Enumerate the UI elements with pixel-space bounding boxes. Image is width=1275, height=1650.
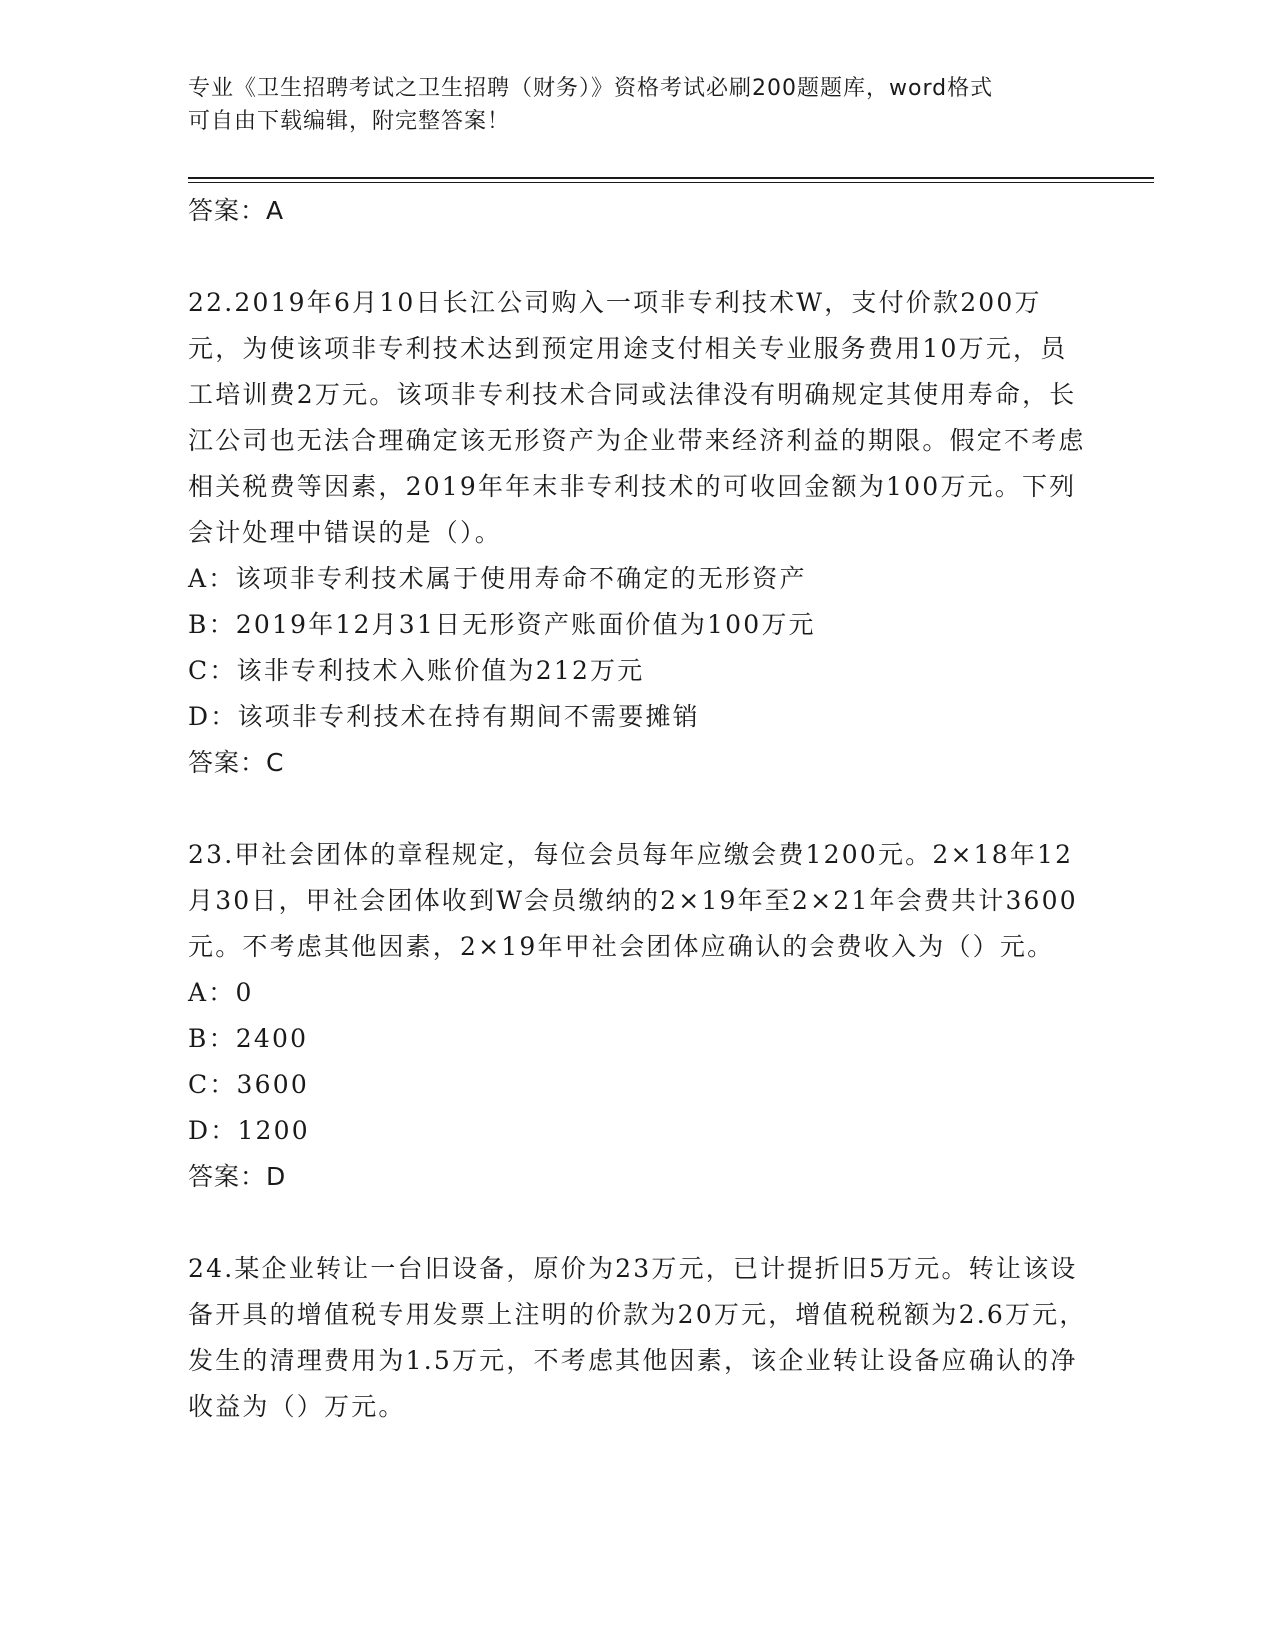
header-rule-thin [188,182,1154,183]
page-header [188,72,1088,138]
option-d: D：该项非专利技术在持有期间不需要摊销 [188,702,700,731]
spacer [188,234,1088,280]
spacer [188,786,1088,832]
answer-line: 答案：C [188,748,285,777]
question-22 [188,280,1088,786]
option-a: A：该项非专利技术属于使用寿命不确定的无形资产 [188,564,807,593]
spacer [188,1200,1088,1246]
header-rule-thick [188,177,1154,179]
header-line-2: 可自由下载编辑，附完整答案！ [188,109,511,134]
option-d: D：1200 [188,1116,310,1145]
option-c: C：该非专利技术入账价值为212万元 [188,656,645,685]
question-stem: 24.某企业转让一台旧设备，原价为23万元，已计提折旧5万元。转让该设备开具的增值税专用发票上注明的价款为20万元，增值税税额为2.6万元，发生的清理费用为1.5万元，不考虑其他因素，该企业转让设备应确认的净收益为（）万元。 [188,1254,1087,1421]
answer-line: 答案：A [188,196,285,225]
question-24 [188,1246,1088,1430]
option-b: B：2019年12月31日无形资产账面价值为100万元 [188,610,816,639]
option-c: C：3600 [188,1070,309,1099]
answer-line: 答案：D [188,1162,287,1191]
question-stem: 23.甲社会团体的章程规定，每位会员每年应缴会费1200元。2×18年12月30日，甲社会团体收到W会员缴纳的2×19年至2×21年会费共计3600元。不考虑其他因素，2×19年甲社会团体应确认的会费收入为（）元。 [188,840,1078,961]
question-23 [188,832,1088,1200]
question-stem: 22.2019年6月10日长江公司购入一项非专利技术W，支付价款200万元，为使该项非专利技术达到预定用途支付相关专业服务费用10万元，员工培训费2万元。该项非专利技术合同或法律没有明确规定其使用寿命，长江公司也无法合理确定该无形资产为企业带来经济利益的期限。假定不考虑相关税费等因素，2019年年末非专利技术的可收回金额为100万元。下列会计处理中错误的是（）。 [188,288,1086,547]
option-a: A：0 [188,978,254,1007]
document-body [188,188,1088,1430]
header-line-1: 专业《卫生招聘考试之卫生招聘（财务）》资格考试必刷200题题库，word格式 [188,76,994,101]
option-b: B：2400 [188,1024,309,1053]
